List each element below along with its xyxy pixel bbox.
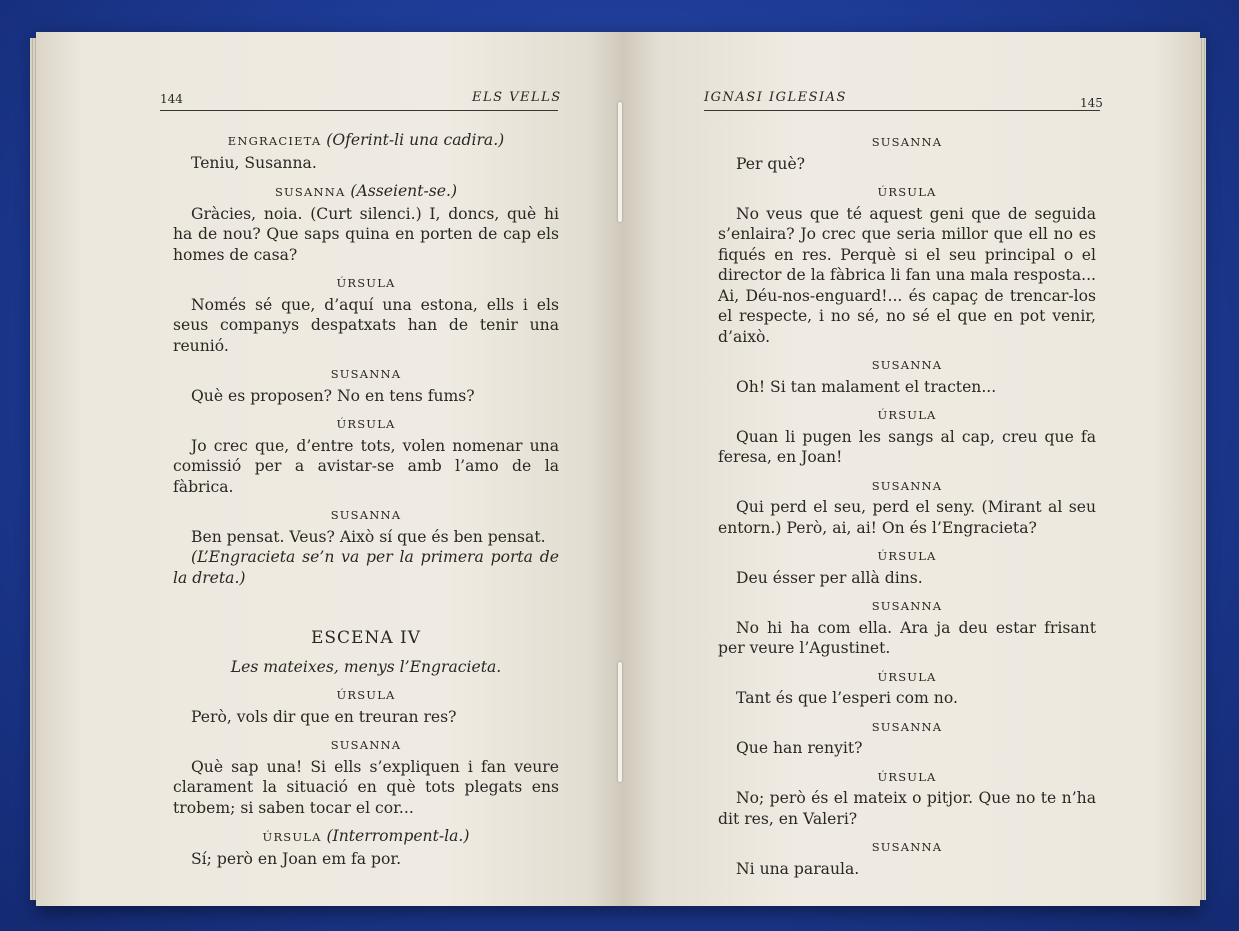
right-text-column	[718, 124, 1096, 879]
left-page	[36, 32, 624, 906]
stage-direction-line: (L’Engracieta se’n va per la primera porta de la dreta.)	[173, 548, 559, 587]
speaker-heading	[718, 837, 1096, 858]
speaker-name: ENGRACIETA	[227, 134, 322, 148]
dialogue-line: No hi ha com ella. Ara ja deu estar frisant per veure l’Agustinet.	[718, 618, 1096, 657]
binding-stitch-top	[618, 102, 622, 222]
page-number-left: 144	[160, 92, 183, 106]
speaker-heading	[173, 364, 559, 385]
speaker-heading	[173, 826, 559, 848]
speaker-name: SUSANNA	[871, 358, 943, 372]
dialogue-line: Teniu, Susanna.	[191, 153, 317, 172]
speaker-name: ÚRSULA	[336, 276, 396, 290]
speaker-name: ÚRSULA	[336, 417, 396, 431]
speaker-heading	[718, 405, 1096, 426]
dialogue-line: Oh! Si tan malament el tracten...	[736, 377, 997, 396]
speaker-name: ÚRSULA	[877, 549, 937, 563]
speaker-name: SUSANNA	[871, 719, 943, 734]
speaker-heading	[173, 273, 559, 294]
speaker-heading	[718, 546, 1096, 567]
right-page	[624, 32, 1200, 906]
dialogue-line: No; però és el mateix o pitjor. Que no te n’ha dit res, en Valeri?	[718, 789, 1096, 828]
speaker-heading	[718, 476, 1096, 497]
dialogue-line: Ni una paraula.	[736, 859, 860, 878]
speaker-name: SUSANNA	[871, 478, 943, 493]
speaker-name: SUSANNA	[330, 367, 402, 381]
dialogue-line: Només sé que, d’aquí una estona, ells i els seus companys despatxats han de tenir una reunió.	[173, 295, 559, 355]
speaker-name: SUSANNA	[274, 185, 346, 199]
speaker-name: ÚRSULA	[262, 830, 322, 844]
dialogue-line: Deu ésser per allà dins.	[736, 568, 923, 587]
speaker-heading	[173, 505, 559, 526]
header-rule-right	[704, 110, 1100, 111]
dialogue-line: Quan li pugen les sangs al cap, creu que fa feresa, en Joan!	[718, 427, 1096, 466]
dialogue-line: Ben pensat. Veus? Això sí que és ben pensat.	[191, 527, 546, 546]
dialogue-line: Tant és que l’esperi com no.	[736, 689, 958, 707]
dialogue-line: Però, vols dir que en treuran res?	[191, 707, 457, 726]
speaker-heading	[718, 767, 1096, 788]
running-header-left: ELS VELLS	[472, 90, 562, 105]
speaker-heading	[718, 717, 1096, 738]
stage-direction: (Oferint-li una cadira.)	[326, 131, 505, 149]
dialogue-line: Sí; però en Joan em fa por.	[191, 849, 402, 868]
speaker-heading	[173, 685, 559, 706]
header-rule-left	[160, 110, 558, 111]
speaker-name: SUSANNA	[871, 840, 943, 854]
dialogue-line: Que han renyit?	[736, 739, 863, 757]
speaker-heading	[718, 667, 1096, 688]
dialogue-line: Què es proposen? No en tens fums?	[191, 386, 475, 405]
speaker-name: SUSANNA	[871, 599, 943, 613]
speaker-name: SUSANNA	[330, 508, 402, 522]
dialogue-line: Què sap una! Si ells s’expliquen i fan veure clarament la situació en què tots plegats ens trobem; si saben tocar el cor...	[173, 757, 559, 817]
speaker-name: SUSANNA	[330, 738, 402, 752]
stage-direction: (Interrompent-la.)	[326, 827, 470, 845]
running-header-right: IGNASI IGLESIAS	[704, 90, 847, 105]
open-book	[36, 32, 1200, 906]
speaker-heading	[718, 596, 1096, 617]
speaker-name: SUSANNA	[871, 135, 943, 149]
speaker-heading	[718, 182, 1096, 203]
dialogue-line: Qui perd el seu, perd el seny. (Mirant al seu entorn.) Però, ai, ai! On és l’Engracieta?	[718, 498, 1096, 537]
binding-stitch-bottom	[618, 662, 622, 782]
dialogue-line: Jo crec que, d’entre tots, volen nomenar una comissió per a avistar-se amb l’amo de la fàbrica.	[173, 436, 559, 496]
speaker-name: ÚRSULA	[877, 408, 937, 422]
dialogue-line: Per què?	[736, 154, 806, 173]
dialogue-line: No veus que té aquest geni que de seguida s’enlaira? Jo crec que seria millor que ell no es fiqués en res. Perquè si el seu principal o el director de la fàbrica li fan una mala resposta... Ai, Déu-nos-enguard!... és capaç de trencar-los el respecte, i no sé, no sé el que en pot venir, d’això.	[718, 204, 1096, 346]
speaker-heading	[173, 181, 559, 203]
speaker-heading	[173, 735, 559, 756]
left-text-column	[173, 122, 559, 869]
speaker-name: ÚRSULA	[877, 669, 937, 684]
speaker-heading	[718, 132, 1096, 153]
speaker-heading	[173, 414, 559, 435]
speaker-name: ÚRSULA	[877, 769, 937, 784]
speaker-heading	[718, 355, 1096, 376]
speaker-heading	[173, 130, 559, 152]
speaker-name: ÚRSULA	[336, 688, 396, 702]
scene-note: Les mateixes, menys l’Engracieta.	[230, 657, 502, 676]
page-number-right: 145	[1080, 96, 1103, 110]
speaker-name: ÚRSULA	[877, 185, 937, 199]
dialogue-line: Gràcies, noia. (Curt silenci.) I, doncs, què hi ha de nou? Que saps quina en porten de cap els homes de casa?	[173, 204, 559, 264]
scene-title: ESCENA IV	[310, 628, 422, 648]
stage-direction: (Asseient-se.)	[350, 182, 458, 200]
